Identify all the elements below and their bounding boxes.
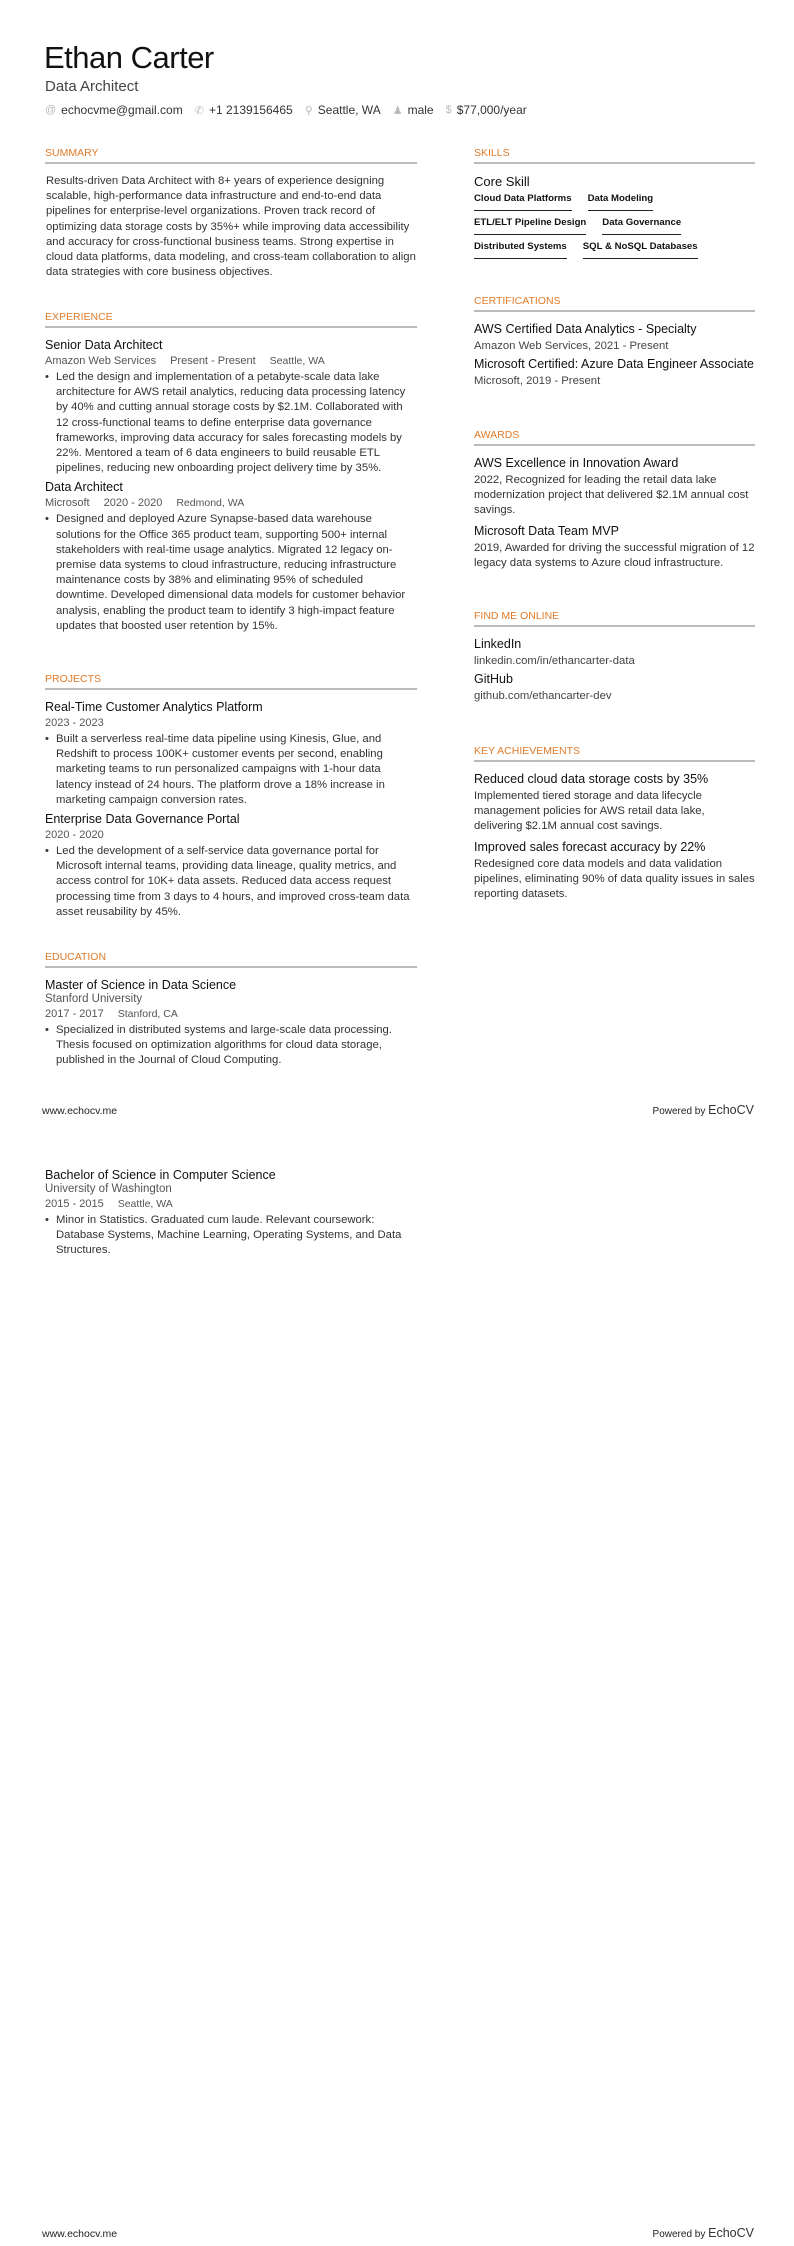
salary-text: $77,000/year bbox=[456, 103, 527, 117]
bullet: • Designed and deployed Azure Synapse-based data warehouse solutions for the Office 365 product team, supporting 500+ internal stakeholders with real-time usage analytics. Migrated 12 legacy on-premise data systems to cloud infrastructure, reducing infrastructure maintenance costs by 38% and eliminating 95% of scheduled downtime. Developed dimensional data models for customer behavior analysis, enabling the product team to identify 3 high-impact feature updates that boosted user retention by 15%. bbox=[45, 512, 417, 634]
profile-name: GitHub bbox=[474, 672, 513, 686]
powered-by-text: Powered by bbox=[652, 1106, 706, 1117]
contact-salary bbox=[446, 103, 527, 117]
section-heading: EXPERIENCE bbox=[45, 311, 417, 328]
cert-name: Microsoft Certified: Azure Data Engineer Associate bbox=[474, 357, 754, 371]
award-name: Microsoft Data Team MVP bbox=[474, 523, 619, 538]
phone-text: +1 2139156465 bbox=[208, 103, 293, 117]
job-title: Data Architect bbox=[45, 78, 139, 95]
person-icon: ♟ bbox=[392, 104, 403, 117]
section-heading: SKILLS bbox=[474, 147, 755, 164]
award-detail: 2022, Recognized for leading the retail data lake modernization project that delivered $2.1M annual cost savings. bbox=[474, 474, 749, 517]
powered-by-text: Powered by bbox=[652, 2229, 706, 2240]
cert-detail: Amazon Web Services, 2021 - Present bbox=[474, 340, 669, 352]
profile-link[interactable]: linkedin.com/in/ethancarter-data bbox=[474, 655, 635, 667]
skill-tag: Distributed Systems bbox=[474, 241, 567, 259]
certifications-section bbox=[474, 295, 755, 392]
position-meta bbox=[45, 497, 417, 509]
skill-tag: Data Modeling bbox=[588, 193, 654, 211]
school: University of Washington bbox=[45, 1183, 172, 1195]
education-meta bbox=[45, 1008, 417, 1020]
bullet: • Led the design and implementation of a petabyte-scale data lake architecture for AWS retail analytics, reducing data processing latency by 40% and cutting annual storage costs by $2.1M. Collaborated with 12 cross-functional teams to define enterprise data governance frameworks, improving data accuracy for sales forecasting models by 22%. Mentored a team of 6 data engineers to build reusable ETL pipelines, reducing new onboarding project delivery time by 35%. bbox=[45, 370, 417, 476]
section-heading: EDUCATION bbox=[45, 951, 417, 968]
project-item bbox=[45, 700, 417, 808]
education-item bbox=[45, 1164, 417, 1259]
profile-link[interactable]: github.com/ethancarter-dev bbox=[474, 690, 612, 702]
dates: 2017 - 2017 bbox=[45, 1008, 104, 1020]
location-text: Seattle, WA bbox=[317, 103, 381, 117]
company: Microsoft bbox=[45, 497, 90, 510]
brand-logo[interactable]: EchoCV bbox=[708, 2226, 754, 2240]
project-title: Real-Time Customer Analytics Platform bbox=[45, 700, 263, 714]
award-detail: 2019, Awarded for driving the successful migration of 12 legacy data systems to Azure cloud infrastructure. bbox=[474, 541, 755, 569]
bullet: • Led the development of a self-service data governance portal for Microsoft internal teams, providing data lineage, quality metrics, and access control for 10K+ data assets. Reduced data access request processing time from 3 days to 4 hours, and improved cross-team data asset reusability by 45%. bbox=[45, 844, 417, 920]
section-heading: CERTIFICATIONS bbox=[474, 295, 755, 312]
location-icon: ⚲ bbox=[304, 104, 313, 117]
skill-tag: Cloud Data Platforms bbox=[474, 193, 572, 211]
footer-powered bbox=[653, 1103, 754, 1117]
degree: Master of Science in Data Science bbox=[45, 978, 237, 992]
bullet-text: Specialized in distributed systems and large-scale data processing. Thesis focused on optimization algorithms for cloud data storage, published in the Journal of Cloud Computing. bbox=[56, 1024, 392, 1067]
achievement-detail: Redesigned core data models and data validation pipelines, eliminating 90% of data quality issues in sales reporting datasets. bbox=[474, 857, 755, 901]
at-icon: @ bbox=[45, 104, 57, 116]
phone-icon: ✆ bbox=[194, 104, 204, 117]
dates: Present - Present bbox=[170, 355, 256, 367]
projects-section bbox=[45, 673, 417, 920]
experience-section bbox=[45, 311, 417, 634]
location: Redmond, WA bbox=[176, 497, 245, 510]
cert-detail: Microsoft, 2019 - Present bbox=[474, 375, 601, 387]
company: Amazon Web Services bbox=[45, 355, 157, 367]
section-heading: FIND ME ONLINE bbox=[474, 610, 755, 627]
salary-icon: $ bbox=[445, 104, 452, 116]
skill-tag: Data Governance bbox=[602, 217, 681, 235]
footer-powered bbox=[653, 2226, 754, 2240]
achievements-section bbox=[474, 745, 755, 902]
school: Stanford University bbox=[45, 993, 143, 1005]
contact-phone bbox=[195, 103, 293, 117]
bullet: • Minor in Statistics. Graduated cum laude. Relevant coursework: Database Systems, Machine Learning, Operating Systems, and Data Structures. bbox=[45, 1213, 417, 1259]
achievement-title: Improved sales forecast accuracy by 22% bbox=[474, 839, 706, 854]
education-section bbox=[45, 951, 417, 1069]
cert-name: AWS Certified Data Analytics - Specialty bbox=[474, 322, 697, 336]
contact-gender bbox=[393, 103, 434, 117]
bullet: • Specialized in distributed systems and large-scale data processing. Thesis focused on optimization algorithms for cloud data storage, published in the Journal of Cloud Computing. bbox=[45, 1023, 417, 1069]
skills-section bbox=[474, 147, 755, 259]
project-dates bbox=[45, 829, 417, 841]
summary-text: Results-driven Data Architect with 8+ years of experience designing scalable, high-performance data infrastructure and end-to-end data pipelines for enterprise-level organizations. Proven track record of optimizing data storage costs by 35%+ while improving data accessibility and accuracy for cross-functional business teams. Strong expertise in cloud data platforms, data modeling, and cross-team collaboration to align data strategies with core business objectives. bbox=[46, 175, 416, 279]
position-meta bbox=[45, 355, 417, 367]
bullet: • Built a serverless real-time data pipeline using Kinesis, Glue, and Redshift to process 100K+ customer events per second, enabling marketing teams to run personalized campaigns with 1-hour data latency instead of 24 hours. The platform drove a 18% increase in marketing campaign conversion rates. bbox=[45, 732, 417, 808]
section-heading: PROJECTS bbox=[45, 673, 417, 690]
contact-bar bbox=[45, 103, 527, 117]
section-heading: SUMMARY bbox=[45, 147, 417, 164]
education-meta bbox=[45, 1198, 417, 1210]
awards-section bbox=[474, 429, 755, 571]
profile-name: LinkedIn bbox=[474, 637, 522, 651]
achievement-title: Reduced cloud data storage costs by 35% bbox=[474, 772, 709, 786]
section-heading: AWARDS bbox=[474, 429, 755, 446]
email-text: echocvme@gmail.com bbox=[61, 103, 183, 117]
footer-site-link[interactable]: www.echocv.me bbox=[42, 2228, 118, 2240]
skill-list bbox=[474, 193, 755, 259]
candidate-name: Ethan Carter bbox=[44, 40, 214, 75]
position-title: Data Architect bbox=[45, 480, 123, 495]
dates: 2020 - 2020 bbox=[45, 829, 104, 842]
section-heading: KEY ACHIEVEMENTS bbox=[474, 745, 755, 762]
position-title: Senior Data Architect bbox=[45, 338, 163, 352]
bullet-text: Designed and deployed Azure Synapse-based data warehouse solutions for the Office 365 product team, supporting 500+ internal stakeholders with real-time usage analytics. Migrated 12 legacy on-premise data systems to cloud infrastructure, reducing infrastructure maintenance costs by 38% and eliminating 95% of scheduled downtime. Developed dimensional data models for customer behavior analysis, enabling the product team to identify 3 high-impact feature updates that boosted user retention by 15%. bbox=[56, 513, 406, 632]
skill-tag: SQL & NoSQL Databases bbox=[583, 241, 698, 259]
bullet-text: Led the development of a self-service data governance portal for Microsoft internal teams, providing data lineage, quality metrics, and access control for 10K+ data assets. Reduced data access request processing time from 3 days to 4 hours, and improved cross-team data asset reusability by 45%. bbox=[56, 845, 410, 918]
location: Stanford, CA bbox=[117, 1008, 178, 1020]
summary-section bbox=[45, 147, 417, 280]
experience-item bbox=[45, 338, 417, 476]
degree: Bachelor of Science in Computer Science bbox=[45, 1168, 276, 1182]
education-item bbox=[45, 978, 417, 1069]
achievement-detail: Implemented tiered storage and data lifecycle management policies for AWS retail data lake, delivering $2.1M annual cost savings. bbox=[474, 790, 705, 833]
footer-site-link[interactable]: www.echocv.me bbox=[42, 1105, 118, 1117]
dates: 2020 - 2020 bbox=[103, 497, 163, 510]
project-title: Enterprise Data Governance Portal bbox=[45, 812, 240, 827]
dates: 2015 - 2015 bbox=[45, 1198, 104, 1210]
brand-logo[interactable]: EchoCV bbox=[708, 1103, 754, 1117]
gender-text: male bbox=[407, 103, 434, 117]
bullet-text: Led the design and implementation of a petabyte-scale data lake architecture for AWS retail analytics, reducing data processing latency by 40% and cutting annual storage costs by $2.1M. Collaborated with 12 cross-functional teams to define enterprise data governance frameworks, improving data accuracy for sales forecasting models by 22%. Mentored a team of 6 data engineers to build reusable ETL pipelines, reducing new onboarding project delivery time by 35%. bbox=[56, 371, 406, 475]
skill-group-title: Core Skill bbox=[474, 174, 530, 189]
location: Seattle, WA bbox=[117, 1198, 173, 1210]
award-name: AWS Excellence in Innovation Award bbox=[474, 456, 679, 470]
skill-tag: ETL/ELT Pipeline Design bbox=[474, 217, 586, 235]
contact-location bbox=[305, 103, 381, 117]
project-item bbox=[45, 812, 417, 920]
contact-email bbox=[45, 103, 183, 117]
location: Seattle, WA bbox=[269, 355, 325, 367]
experience-item bbox=[45, 480, 417, 634]
bullet-text: Minor in Statistics. Graduated cum laude. Relevant coursework: Database Systems, Machine Learning, Operating Systems, and Data Structures. bbox=[56, 1214, 402, 1257]
dates: 2023 - 2023 bbox=[45, 717, 104, 729]
project-dates bbox=[45, 717, 417, 729]
online-section bbox=[474, 610, 755, 707]
bullet-text: Built a serverless real-time data pipeline using Kinesis, Glue, and Redshift to process 100K+ customer events per second, enabling marketing teams to run personalized campaigns with 1-hour data latency instead of 24 hours. The platform drove a 18% increase in marketing campaign conversion rates. bbox=[56, 733, 385, 806]
